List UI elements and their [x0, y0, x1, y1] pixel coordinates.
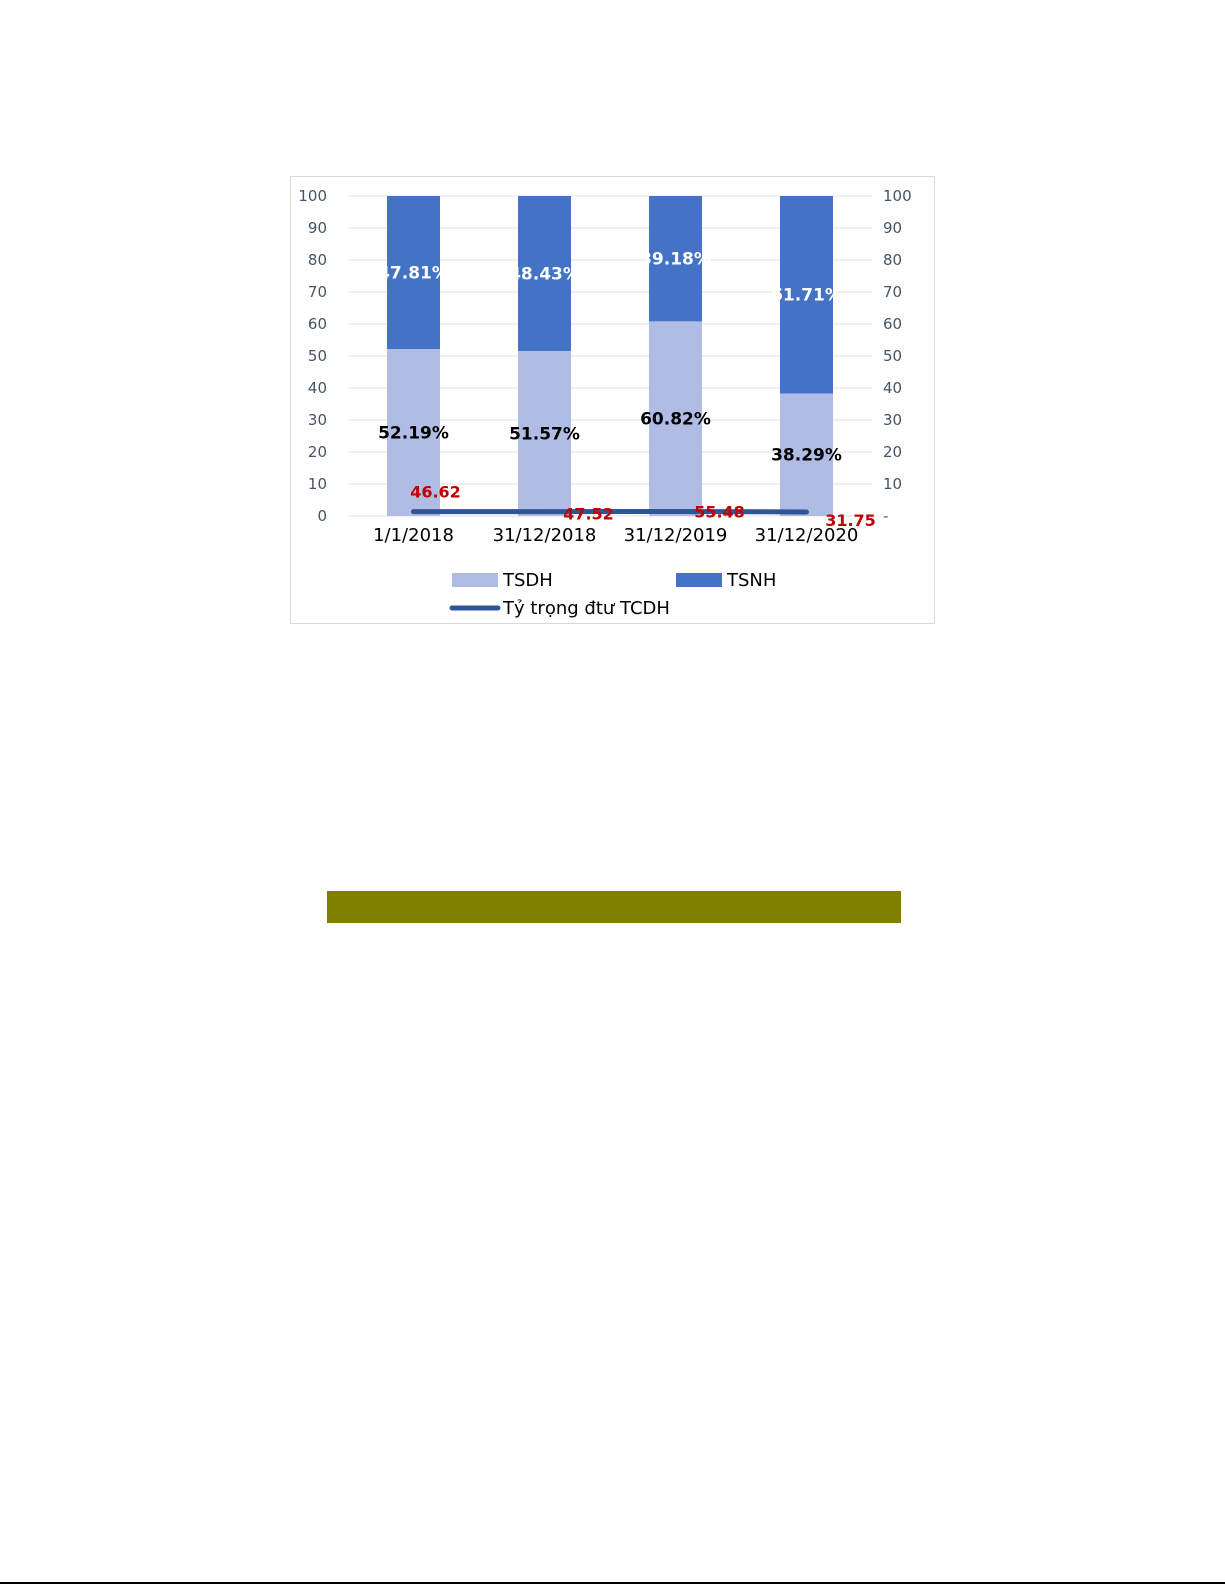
olive-band [327, 891, 901, 923]
line-data-label: 31.75 [825, 510, 876, 530]
data-label-tsdh: 60.82% [640, 409, 711, 430]
legend-label-tsdh: TSDH [503, 570, 553, 591]
data-label-tsnh: 39.18% [640, 249, 711, 270]
y-tick-label: 60 [307, 315, 327, 333]
y2-tick-label: 60 [883, 315, 903, 333]
y-tick-label: 20 [307, 443, 327, 461]
x-axis [373, 525, 858, 546]
y-tick-label: 100 [298, 187, 327, 205]
x-tick-label: 31/12/2020 [754, 525, 859, 546]
y2-tick-label: 40 [883, 379, 903, 397]
legend-label-line: Tỷ trọng đtư TCDH [503, 598, 670, 619]
y2-tick-label: 50 [883, 347, 903, 365]
y2-tick-label: 90 [883, 219, 903, 237]
y2-tick-label: 20 [883, 443, 903, 461]
legend-swatch-tsdh [452, 573, 498, 587]
data-label-tsdh: 52.19% [378, 423, 449, 444]
y-axis-left [298, 187, 327, 525]
page-bottom-rule [0, 1582, 1225, 1584]
x-tick-label: 31/12/2018 [492, 525, 597, 546]
data-label-tsdh: 38.29% [771, 445, 842, 466]
chart-frame [290, 176, 935, 624]
y-tick-label: 30 [307, 411, 327, 429]
y2-tick-label: 70 [883, 283, 903, 301]
stacked-bar-chart [291, 177, 936, 625]
y2-tick-label: 80 [883, 251, 903, 269]
y-tick-label: 0 [317, 507, 327, 525]
y-axis-right [883, 187, 912, 525]
legend-swatch-tsnh [676, 573, 722, 587]
y-tick-label: 70 [307, 283, 327, 301]
y-tick-label: 10 [307, 475, 327, 493]
y2-tick-label: 100 [883, 187, 912, 205]
x-tick-label: 31/12/2019 [623, 525, 728, 546]
x-tick-label: 1/1/2018 [373, 525, 454, 546]
y2-tick-label: 30 [883, 411, 903, 429]
y-tick-label: 40 [307, 379, 327, 397]
data-label-tsnh: 48.43% [509, 264, 580, 285]
y-tick-label: 50 [307, 347, 327, 365]
line-data-label: 46.62 [410, 482, 461, 502]
data-label-tsdh: 51.57% [509, 424, 580, 445]
y-tick-label: 90 [307, 219, 327, 237]
legend [452, 570, 776, 619]
y2-tick-label: 10 [883, 475, 903, 493]
y-tick-label: 80 [307, 251, 327, 269]
line-data-label: 47.52 [563, 504, 614, 524]
line-data-label: 55.48 [694, 502, 745, 522]
data-label-tsnh: 61.71% [771, 285, 842, 306]
data-label-tsnh: 47.81% [378, 263, 449, 284]
y2-tick-label: - [883, 507, 889, 525]
legend-label-tsnh: TSNH [727, 570, 777, 591]
